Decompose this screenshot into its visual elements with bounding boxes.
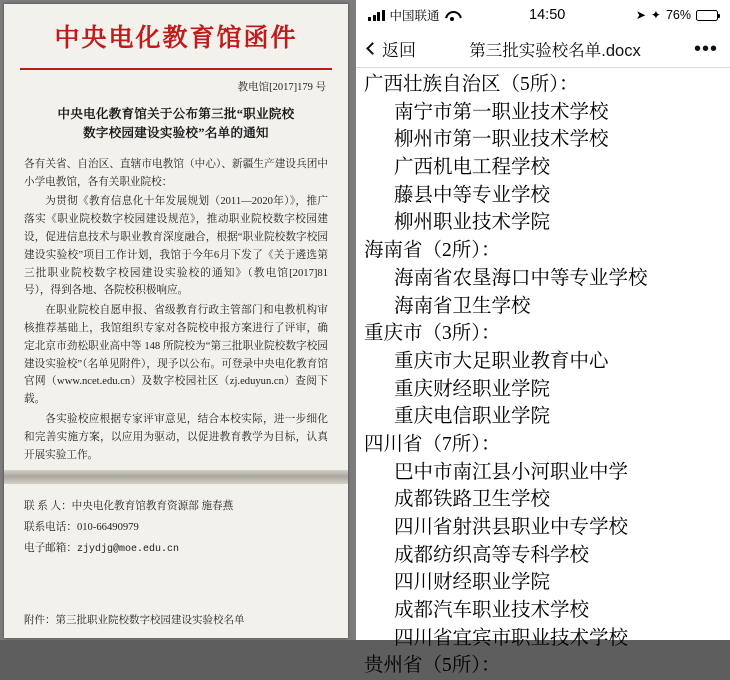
letterhead-title: 中央电化教育馆函件 <box>54 25 298 52</box>
document-body <box>24 156 328 465</box>
carrier-label: 中国联通 <box>389 9 440 23</box>
contact-person: 联 系 人：中央电化教育馆教育资源部 施春燕 <box>24 501 234 512</box>
school-list-item: 重庆电信职业学院 <box>394 406 551 428</box>
school-list-item: 四川省射洪县职业中专学校 <box>394 517 629 538</box>
document-title <box>30 105 322 144</box>
region-heading: 广西壮族自治区（5所）： <box>364 74 579 95</box>
document-title-line-1: 中央电化教育馆关于公布第三批“职业院校 <box>57 107 295 121</box>
paper-fold-crease <box>4 470 348 484</box>
contact-email-value: zjydjg@moe.edu.cn <box>76 544 179 556</box>
battery-icon <box>696 10 718 21</box>
document-content-list[interactable] <box>356 68 730 677</box>
school-list-item: 藤县中等专业学校 <box>394 184 551 206</box>
school-list-item: 四川财经职业学院 <box>394 572 551 594</box>
school-list-item: 重庆财经职业学院 <box>394 378 551 400</box>
phone-screenshot-pane <box>356 0 730 677</box>
status-bar <box>356 0 730 30</box>
status-bar-right <box>636 8 718 22</box>
school-list-item: 重庆市大足职业教育中心 <box>394 350 609 372</box>
region-heading: 重庆市（3所）： <box>364 323 501 345</box>
chevron-left-icon <box>366 42 379 55</box>
school-list-item: 南宁市第一职业技术学校 <box>394 101 609 123</box>
document-paragraph-2: 为贯彻《教育信息化十年发展规划（2011—2020年）》，推广落实《职业院校数字校园建设规范》，推动职业院校数字校园建设，促进信息技术与职业教育深度融合，根据“职业院校数字校园建设实验校”项目工作计划，我馆于今年6月下发了《关于遴选第三批职业院校数字校园建设实验校的通知》（教电馆[2017]81 号），得到各地、各院校积极响应。 <box>24 196 328 297</box>
back-button[interactable] <box>368 36 416 61</box>
status-bar-left <box>368 6 459 24</box>
school-list-item: 成都纺织高等专科学校 <box>394 544 590 566</box>
region-heading: 海南省（2所）： <box>364 240 501 262</box>
region-heading: 四川省（7所）： <box>364 433 501 455</box>
document-photo-pane <box>0 0 356 640</box>
wifi-icon <box>445 10 459 21</box>
status-clock: 14:50 <box>529 7 566 23</box>
school-list-item: 广西机电工程学校 <box>394 157 551 179</box>
document-attachment-line: 附件：第三批职业院校数字校园建设实验校名单 <box>24 615 245 626</box>
document-file-title: 第三批实验校名单.docx <box>469 41 641 60</box>
battery-percent-label: 76% <box>665 8 691 22</box>
document-paragraph-1: 各有关省、自治区、直辖市电教馆（中心）、新疆生产建设兵团中小学电教馆，各有关职业院校： <box>24 158 328 188</box>
contact-phone: 联系电话：010-66490979 <box>24 522 139 534</box>
school-list-item: 柳州职业技术学院 <box>394 212 551 234</box>
navigation-bar <box>356 30 730 68</box>
more-options-icon[interactable]: ••• <box>693 37 718 60</box>
school-list-item: 柳州市第一职业技术学校 <box>394 129 609 151</box>
school-list-item: 成都铁路卫生学校 <box>394 489 551 511</box>
school-list-item: 巴中市南江县小河职业中学 <box>394 461 629 483</box>
document-contact-block <box>4 496 348 560</box>
location-arrow-icon: ➤ <box>635 8 646 22</box>
back-button-label: 返回 <box>382 41 416 60</box>
document-letterhead <box>4 4 348 58</box>
school-list-item: 四川省宜宾市职业技术学校 <box>394 627 629 649</box>
school-list-item: 成都汽车职业技术学校 <box>394 600 590 622</box>
document-title-line-2: 数字校园建设实验校”名单的通知 <box>83 126 269 141</box>
letterhead-red-rule <box>20 68 332 70</box>
school-list-item: 海南省农垦海口中等专业学校 <box>394 267 648 289</box>
contact-email-row <box>24 538 328 560</box>
cellular-signal-icon <box>368 10 385 21</box>
contact-email-label: 电子邮箱： <box>24 543 77 555</box>
bluetooth-icon: ✦ <box>650 8 661 22</box>
document-paragraph-4: 各实验校应根据专家评审意见，结合本校实际，进一步细化和完善实施方案，以应用为驱动，以促进教育教学为目标，认真开展实验工作。 <box>24 413 328 461</box>
region-heading: 贵州省（5所）： <box>364 655 501 677</box>
document-sheet <box>4 4 348 638</box>
school-list-item: 海南省卫生学校 <box>394 295 531 317</box>
document-paragraph-3: 在职业院校自愿申报、省级教育行政主管部门和电教机构审核推荐基础上，我馆组织专家对各院校申报方案进行了评审，确定北京市劲松职业高中等 148 所院校为“第三批职业院校数字校园建设实验校”（名单见附件），现予以公布。可登录中央电化教育馆官网（www.ncet.edu.cn）及数字校园社区（zj.eduyun.cn）查阅下载。 <box>24 305 328 406</box>
document-number: 教电馆[2017]179 号 <box>237 82 326 93</box>
